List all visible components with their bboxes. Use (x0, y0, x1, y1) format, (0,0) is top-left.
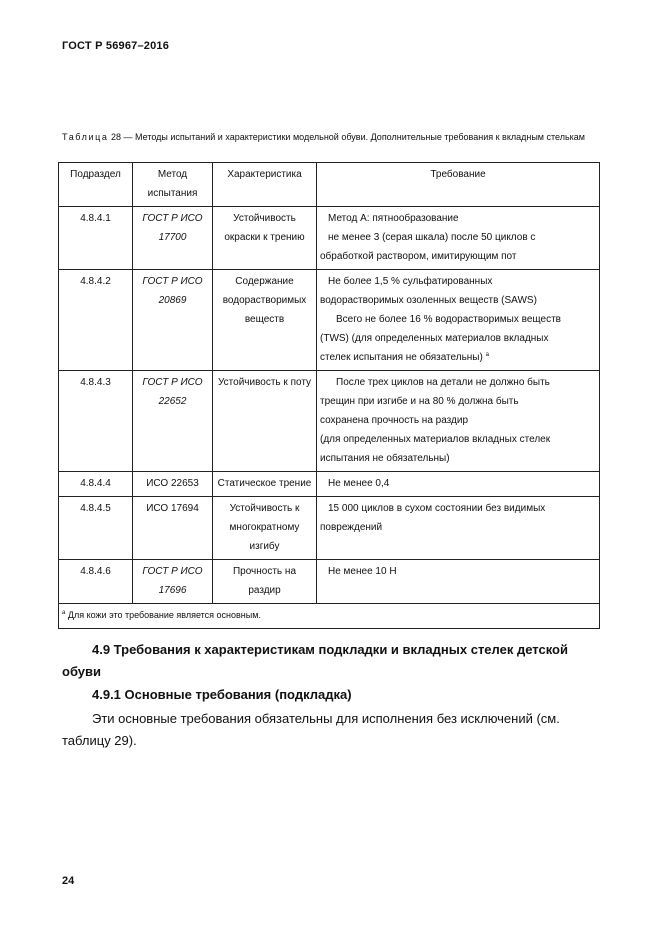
cell-characteristic: Устойчивость к многократному изгибу (213, 497, 317, 560)
requirement-line: После трех циклов на детали не должно быть (336, 377, 550, 388)
cell-characteristic: Статическое трение (213, 472, 317, 497)
footnote-text: Для кожи это требование является основным. (67, 610, 261, 620)
cell-characteristic: Устойчивость к поту (213, 371, 317, 472)
requirement-line: Всего не более 16 % водорастворимых веществ (336, 314, 561, 325)
cell-requirement (317, 207, 600, 270)
footnote-mark: а (62, 610, 66, 616)
column-header-characteristic: Характеристика (213, 163, 317, 207)
cell-characteristic: Прочность на раздир (213, 560, 317, 604)
table-row (59, 560, 600, 604)
column-header-requirement: Требование (317, 163, 600, 207)
requirement-line: водорастворимых озоленных веществ (SAWS) (320, 295, 537, 306)
requirement-line: сохранена прочность на раздир (320, 415, 469, 426)
requirement-line: Метод А: пятнообразование (328, 213, 459, 224)
cell-method: ГОСТ Р ИСО 20869 (133, 270, 213, 371)
cell-subsection: 4.8.4.6 (59, 560, 133, 604)
cell-requirement (317, 497, 600, 560)
column-header-method: Метод испытания (133, 163, 213, 207)
cell-method: ИСО 17694 (133, 497, 213, 560)
page-number: 24 (62, 875, 75, 887)
body-paragraph: Эти основные требования обязательны для исполнения без исключений (см. таблицу 29). (62, 711, 560, 748)
requirement-line-text: стелек испытания не обязательны) (320, 352, 483, 363)
requirement-line: трещин при изгибе и на 80 % должна быть (320, 396, 519, 407)
subsection-title: 4.9.1 Основные требования (подкладка) (92, 687, 352, 702)
cell-requirement (317, 270, 600, 371)
cell-subsection: 4.8.4.5 (59, 497, 133, 560)
cell-requirement (317, 371, 600, 472)
table-row (59, 472, 600, 497)
cell-characteristic: Устойчивость окраски к трению (213, 207, 317, 270)
section-title-text: 4.9 Требования к характеристикам подкладки и вкладных стелек детской обуви (62, 642, 568, 679)
cell-subsection: 4.8.4.4 (59, 472, 133, 497)
table-footnote-row (59, 604, 600, 629)
cell-subsection: 4.8.4.3 (59, 371, 133, 472)
document-header: ГОСТ Р 56967–2016 (62, 40, 170, 52)
column-header-subsection: Подраздел (59, 163, 133, 207)
requirement-line: Не менее 0,4 (328, 478, 390, 489)
table-header-row (59, 163, 600, 207)
requirement-line: (для определенных материалов вкладных стелек (320, 434, 551, 445)
requirement-line (320, 348, 596, 367)
cell-method: ГОСТ Р ИСО 22652 (133, 371, 213, 472)
table-footnote (59, 604, 600, 629)
table-caption-text: 28 — Методы испытаний и характеристики модельной обуви. Дополнительные требования к вкладным стелькам (108, 132, 585, 142)
cell-method: ГОСТ Р ИСО 17696 (133, 560, 213, 604)
requirement-line: повреждений (320, 522, 383, 533)
cell-characteristic: Содержание водорастворимых веществ (213, 270, 317, 371)
requirement-line: Не менее 10 Н (328, 566, 397, 577)
requirements-table (58, 162, 600, 629)
requirement-line: не менее 3 (серая шкала) после 50 циклов с (328, 232, 536, 243)
table-caption (62, 131, 602, 144)
requirement-line: Не более 1,5 % сульфатированных (328, 276, 493, 287)
cell-requirement (317, 560, 600, 604)
cell-requirement (317, 472, 600, 497)
cell-method: ГОСТ Р ИСО 17700 (133, 207, 213, 270)
cell-subsection: 4.8.4.1 (59, 207, 133, 270)
requirement-line: 15 000 циклов в сухом состоянии без видимых (328, 503, 546, 514)
table-row (59, 270, 600, 371)
requirement-line: испытания не обязательны) (320, 453, 450, 464)
table-row (59, 497, 600, 560)
requirement-line: обработкой раствором, имитирующим пот (320, 251, 517, 262)
cell-subsection: 4.8.4.2 (59, 270, 133, 371)
footnote-reference: а (485, 352, 489, 358)
requirement-line: (TWS) (для определенных материалов вкладных (320, 333, 549, 344)
table-caption-prefix: Таблица (62, 132, 109, 142)
table-row (59, 207, 600, 270)
section-title (62, 639, 602, 683)
cell-method: ИСО 22653 (133, 472, 213, 497)
table-row (59, 371, 600, 472)
